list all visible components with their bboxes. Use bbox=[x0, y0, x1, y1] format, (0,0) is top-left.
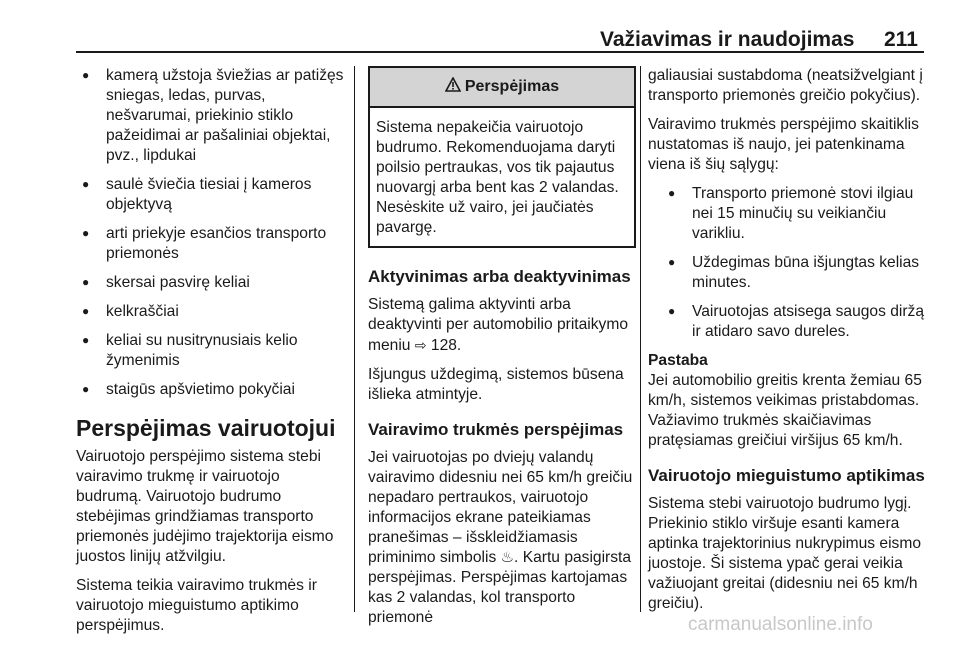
list-item: ● skersai pasvirę keliai bbox=[76, 273, 348, 293]
paragraph: Jei vairuotojas po dviejų valandų vairavimo didesniu nei 65 km/h greičiu nepadaro pertraukos, vairuotojo informacijos ekrane pateikiamas pranešimas – išskleidžiamasis priminimo simbolis ♨. Kartu pasigirsta perspėjimas. Perspėjimas kartojamas kas 2 valandas, kol transporto priemonė bbox=[368, 449, 633, 626]
paragraph: Vairuotojo perspėjimo sistema stebi vairavimo trukmę ir vairuotojo budrumą. Vairuotojo budrumo stebėjimas grindžiamas transporto priemonės judėjimo trajektorija eismo juostos linijų atžvilgiu. bbox=[76, 448, 334, 565]
page-reference: 128. bbox=[430, 337, 462, 354]
page-reference-arrow-icon: ⇨ bbox=[414, 337, 427, 353]
list-item: ● Uždegimas būna išjungtas kelias minutes. bbox=[648, 253, 930, 293]
camera-limitations-list bbox=[76, 66, 348, 400]
paragraph: Sistema stebi vairuotojo budrumo lygį. Priekinio stiklo viršuje esanti kamera aptinka trajektorinius nukrypimus eismo juostoje. Ši sistema ypač gerai veikia važiuojant greitai (didesniu nei 65 km/h greičiu). bbox=[648, 495, 922, 612]
section-heading-drowsiness-detection: Vairuotojo mieguistumo aptikimas bbox=[648, 466, 925, 485]
list-item: ● arti priekyje esančios transporto priemonės bbox=[76, 224, 348, 264]
column-2 bbox=[368, 66, 636, 637]
column-divider-1 bbox=[354, 66, 355, 612]
column-divider-2 bbox=[640, 66, 641, 612]
warning-triangle-icon bbox=[445, 77, 461, 98]
warning-title: Perspėjimas bbox=[464, 78, 560, 95]
section-heading-driving-time-alert: Vairavimo trukmės perspėjimas bbox=[368, 420, 624, 439]
reset-conditions-list bbox=[648, 184, 930, 342]
list-item: ● saulė šviečia tiesiai į kameros objektyvą bbox=[76, 175, 348, 215]
warning-text: Sistema nepakeičia vairuotojo budrumo. Rekomenduojama daryti poilsio pertraukas, vos tik pajautus nuovargį arba bent kas 2 valandas. Nesėskite už vairo, jei jaučiatės pavargę. bbox=[376, 119, 619, 236]
paragraph: Sistemą galima aktyvinti arba deaktyvinti per automobilio pritaikymo meniu ⇨ 128. bbox=[368, 296, 629, 354]
section-heading-driver-alert: Perspėjimas vairuotojui bbox=[76, 415, 336, 441]
column-3 bbox=[648, 66, 930, 623]
note-label: Pastaba bbox=[648, 352, 708, 369]
list-item: ● Vairuotojas atsisega saugos diržą ir atidaro savo dureles. bbox=[648, 302, 930, 342]
paragraph: Sistema teikia vairavimo trukmės ir vairuotojo mieguistumo aptikimo perspėjimus. bbox=[76, 577, 317, 634]
paragraph: Išjungus uždegimą, sistemos būsena išlieka atmintyje. bbox=[368, 366, 624, 403]
coffee-cup-icon: ♨ bbox=[500, 549, 515, 566]
warning-box bbox=[368, 66, 636, 248]
list-item: ● staigūs apšvietimo pokyčiai bbox=[76, 380, 348, 400]
paragraph: Vairavimo trukmės perspėjimo skaitiklis nustatomas iš naujo, jei patenkinama viena iš šių sąlygų: bbox=[648, 116, 919, 173]
page-header-title: Važiavimas ir naudojimas bbox=[600, 28, 855, 51]
note-block bbox=[648, 351, 930, 451]
warning-header bbox=[370, 68, 634, 108]
list-item: ● keliai su nusitrynusiais kelio žymenimis bbox=[76, 331, 348, 371]
list-item: ● kamerą užstoja šviežias ar patižęs sniegas, ledas, purvas, nešvarumai, priekinio stiklo pažeidimai ar pašaliniai objektai, pvz., lipdukai bbox=[76, 66, 348, 166]
note-text: Jei automobilio greitis krenta žemiau 65 km/h, sistemos veikimas pristabdomas. Važiavimo trukmės skaičiavimas pratęsiamas greičiui viršijus 65 km/h. bbox=[648, 372, 922, 449]
list-item: ● kelkraščiai bbox=[76, 302, 348, 322]
page-number: 211 bbox=[884, 28, 918, 51]
header-divider bbox=[76, 51, 924, 53]
section-heading-activation: Aktyvinimas arba deaktyvinimas bbox=[368, 267, 631, 286]
column-1 bbox=[76, 66, 348, 645]
watermark: carmanualsonline.info bbox=[688, 614, 873, 635]
list-item: ● Transporto priemonė stovi ilgiau nei 15 minučių su veikiančiu varikliu. bbox=[648, 184, 930, 244]
paragraph: galiausiai sustabdoma (neatsižvelgiant į transporto priemonės greičio pokyčius). bbox=[648, 67, 923, 104]
